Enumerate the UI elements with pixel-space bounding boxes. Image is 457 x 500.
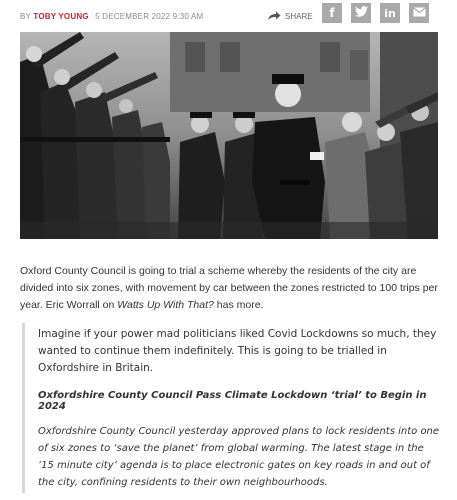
intro-text: Oxford County Council is going to trial a scheme whereby the residents of the city are divided into six zones, with movement by car between the zones restricted to 100 trips per year. Eric Worrall on — [20, 265, 438, 311]
email-share-button[interactable] — [409, 3, 429, 23]
article-hero-image — [20, 32, 438, 239]
twitter-icon — [355, 6, 368, 20]
blockquote — [22, 323, 440, 493]
author-link[interactable]: TOBY YOUNG — [33, 12, 89, 21]
twitter-share-button[interactable] — [351, 3, 371, 23]
facebook-icon: f — [329, 6, 335, 20]
share-label: SHARE — [285, 11, 313, 21]
linkedin-icon: in — [384, 6, 396, 20]
intro-text-end: has more. — [213, 299, 264, 311]
quote-body: Oxfordshire County Council yesterday approved plans to lock residents into one of six zones to ‘save the planet’ from global warming. The latest stage in the ‘15 minute city’ agenda is to place electronic gates on key roads in and out of the city, confining residents to their own neighbourhoods. — [38, 426, 440, 488]
quote-paragraph: Imagine if your power mad politicians liked Covid Lockdowns so much, they wanted to continue them indefinitely. This is going to be trialled in Oxfordshire in Britain. — [38, 328, 437, 374]
article-intro — [20, 263, 440, 314]
quote-heading: Oxfordshire County Council Pass Climate Lockdown ‘trial’ to Begin in 2024 — [38, 390, 427, 412]
share-control[interactable] — [267, 6, 313, 26]
byline — [20, 12, 203, 21]
linkedin-share-button[interactable] — [380, 3, 400, 23]
share-arrow-icon — [267, 11, 281, 21]
byline-prefix: BY — [20, 12, 31, 21]
social-share-buttons — [322, 3, 429, 23]
source-link[interactable]: Watts Up With That? — [117, 299, 214, 311]
facebook-share-button[interactable] — [322, 3, 342, 23]
publish-date: 5 DECEMBER 2022 9:30 AM — [95, 12, 204, 21]
email-icon — [413, 6, 426, 20]
